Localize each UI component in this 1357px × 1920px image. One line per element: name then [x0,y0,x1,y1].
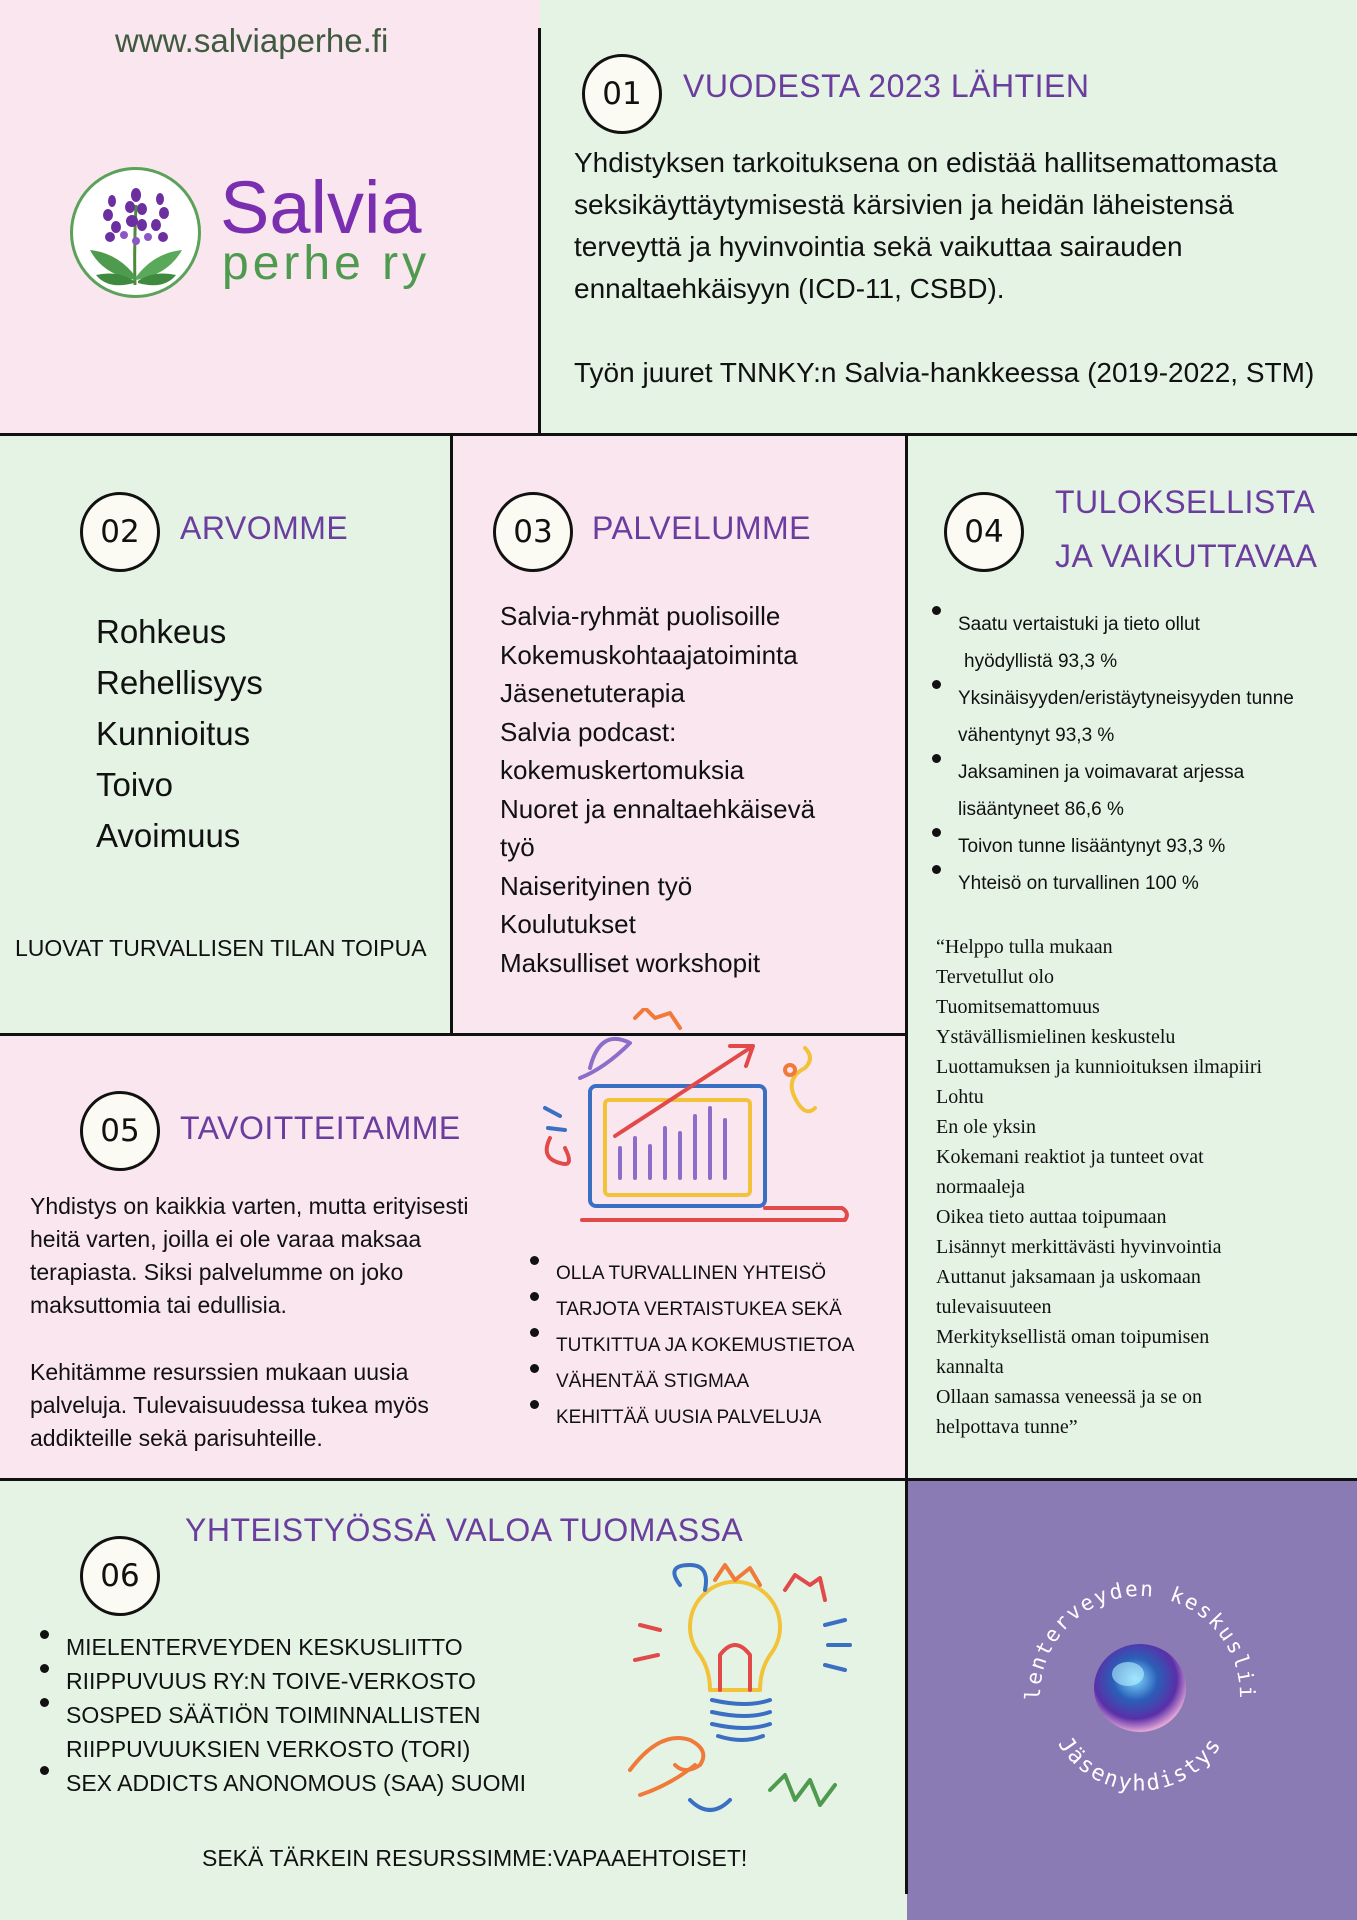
result-item [932,680,1342,754]
quote-line: tulevaisuuteen [936,1296,1052,1318]
section01-roots-text: Työn juuret TNNKY:n Salvia-hankkeessa (2019-2022, STM) [574,357,1315,388]
section05-title: TAVOITTEITAMME [180,1110,461,1146]
service-item: Nuoret ja ennaltaehkäisevä [500,793,816,824]
quote-line: “Helppo tulla mukaan [936,936,1113,958]
value-item: Toivo [96,766,174,803]
partner-item: RIIPPUVUUS RY:N TOIVE-VERKOSTO [40,1664,540,1698]
service-item: kokemuskertomuksia [500,755,745,785]
section02-title: ARVOMME [180,510,349,546]
result-text: vähentynyt 93,3 % [958,725,1115,746]
divider [0,1478,1357,1481]
service-item: Maksulliset workshopit [500,947,761,978]
result-text: Saatu vertaistuki ja tieto ollut [958,614,1200,635]
result-text: Yksinäisyyden/eristäytyneisyyden tunne [958,688,1294,709]
section01-title: VUODESTA 2023 LÄHTIEN [683,68,1090,104]
quote-line: Tuomitsemattomuus [936,996,1100,1018]
goals-list [530,1256,854,1436]
values-tagline: LUOVAT TURVALLISEN TILAN TOIPUA [15,935,427,961]
quote-line: Lisännyt merkittävästi hyvinvointia [936,1236,1222,1258]
testimonial-quote [936,932,1346,1442]
section-number: 03 [493,492,573,572]
goals-future-text: Kehitämme resurssien mukaan uusia palveluja. Tulevaisuudessa tukea myös addikteille sekä parisuhteille. [30,1359,429,1451]
lightbulb-illustration [620,1560,860,1830]
goal-item: VÄHENTÄÄ STIGMAA [530,1364,854,1400]
service-item: Salvia podcast: [500,716,677,747]
logo-subtitle: perhe ry [222,237,431,290]
goal-item: OLLA TURVALLINEN YHTEISÖ [530,1256,854,1292]
service-item: Naiserityinen työ [500,870,693,901]
mtkl-member-badge [1000,1546,1280,1826]
value-item: Rehellisyys [96,664,263,701]
quote-line: Tervetullut olo [936,966,1055,988]
member-association-emblem [1000,1546,1280,1826]
service-item: Kokemuskohtaajatoiminta [500,639,798,670]
partner-item: SEX ADDICTS ANONOMOUS (SAA) SUOMI [40,1766,540,1800]
result-item [932,828,1342,865]
divider [450,434,453,1036]
section04-title-line1: TULOKSELLISTA [1055,484,1316,520]
section-number: 01 [582,54,662,134]
volunteers-footer: SEKÄ TÄRKEIN RESURSSIMME:VAPAAEHTOISET! [202,1845,748,1871]
partners-list [40,1630,540,1800]
service-item: Salvia-ryhmät puolisoille [500,601,781,631]
lightbulb-icon [620,1560,860,1830]
value-item: Kunnioitus [96,715,251,752]
quote-line: Ystävällismielinen keskustelu [936,1026,1176,1048]
goal-item: KEHITTÄÄ UUSIA PALVELUJA [530,1400,854,1436]
badge-arc-top: lenterveyden keskuslii [1020,1576,1260,1701]
sage-plant-icon [68,165,203,300]
result-text: hyödyllistä 93,3 % [964,651,1118,672]
result-text: Jaksaminen ja voimavarat arjessa [958,762,1245,783]
result-item [932,865,1342,902]
logo-emblem [68,165,203,300]
section03-title: PALVELUMME [592,510,811,546]
quote-line: Merkityksellistä oman toipumisen [936,1326,1210,1348]
section-number: 04 [944,492,1024,572]
quote-line: Kokemani reaktiot ja tunteet ovat [936,1146,1204,1168]
quote-line: normaaleja [936,1176,1025,1198]
quote-line: Auttanut jaksamaan ja uskomaan [936,1266,1201,1288]
quote-line: Ollaan samassa veneessä ja se on [936,1386,1203,1408]
section-number: 06 [80,1536,160,1616]
goals-intro-text: Yhdistys on kaikkia varten, mutta erityisesti heitä varten, joilla ei ole varaa maksaa terapiasta. Siksi palvelumme on joko maksuttomia tai edullisia. [30,1193,469,1318]
result-item [932,606,1342,680]
value-item: Avoimuus [96,817,241,854]
website-url[interactable]: www.salviaperhe.fi [115,22,389,59]
section04-title [1055,475,1317,583]
quote-line: helpottava tunne” [936,1416,1078,1438]
partner-item: SOSPED SÄÄTIÖN TOIMINNALLISTEN RIIPPUVUUKSIEN VERKOSTO (TORI) [40,1698,540,1766]
result-text: Yhteisö on turvallinen 100 % [958,873,1199,894]
growth-chart-icon [520,1008,860,1238]
section-number: 02 [80,492,160,572]
goal-item: TARJOTA VERTAISTUKEA SEKÄ [530,1292,854,1328]
section-number: 05 [80,1091,160,1171]
section06-title: YHTEISTYÖSSÄ VALOA TUOMASSA [185,1512,744,1548]
results-list [932,606,1342,902]
section04-title-line2: JA VAIKUTTAVAA [1055,538,1318,574]
badge-arc-bottom: Jäsenyhdistys [1052,1732,1228,1797]
result-text: lisääntyneet 86,6 % [958,799,1124,820]
service-item: Jäsenetuterapia [500,678,686,708]
logo-title: Salvia [220,166,422,249]
result-text: Toivon tunne lisääntynyt 93,3 % [958,836,1226,857]
partner-item: MIELENTERVEYDEN KESKUSLIITTO [40,1630,540,1664]
quote-line: Luottamuksen ja kunnioituksen ilmapiiri [936,1056,1263,1078]
service-item: työ [500,832,535,862]
growth-chart-illustration [520,1008,860,1238]
services-list [500,597,815,982]
divider [0,433,1357,436]
value-item: Rohkeus [96,613,227,650]
divider [538,28,541,436]
svg-text:Jäsenyhdistys [1053,1733,1228,1797]
service-item: Koulutukset [500,909,636,939]
quote-line: Oikea tieto auttaa toipumaan [936,1206,1167,1228]
values-list [96,606,263,861]
divider [905,434,908,1894]
result-item [932,754,1342,828]
quote-line: En ole yksin [936,1116,1036,1138]
quote-line: Lohtu [936,1086,984,1108]
goal-item: TUTKITTUA JA KOKEMUSTIETOA [530,1328,854,1364]
section01-purpose-text: Yhdistyksen tarkoituksena on edistää hallitsemattomasta seksikäyttäytymisestä kärsivien ja heidän läheistensä terveyttä ja hyvinvointia sekä vaikuttaa sairauden ennaltaehkäisyyn (ICD-11, CSBD). [574,147,1278,304]
quote-line: kannalta [936,1356,1004,1378]
